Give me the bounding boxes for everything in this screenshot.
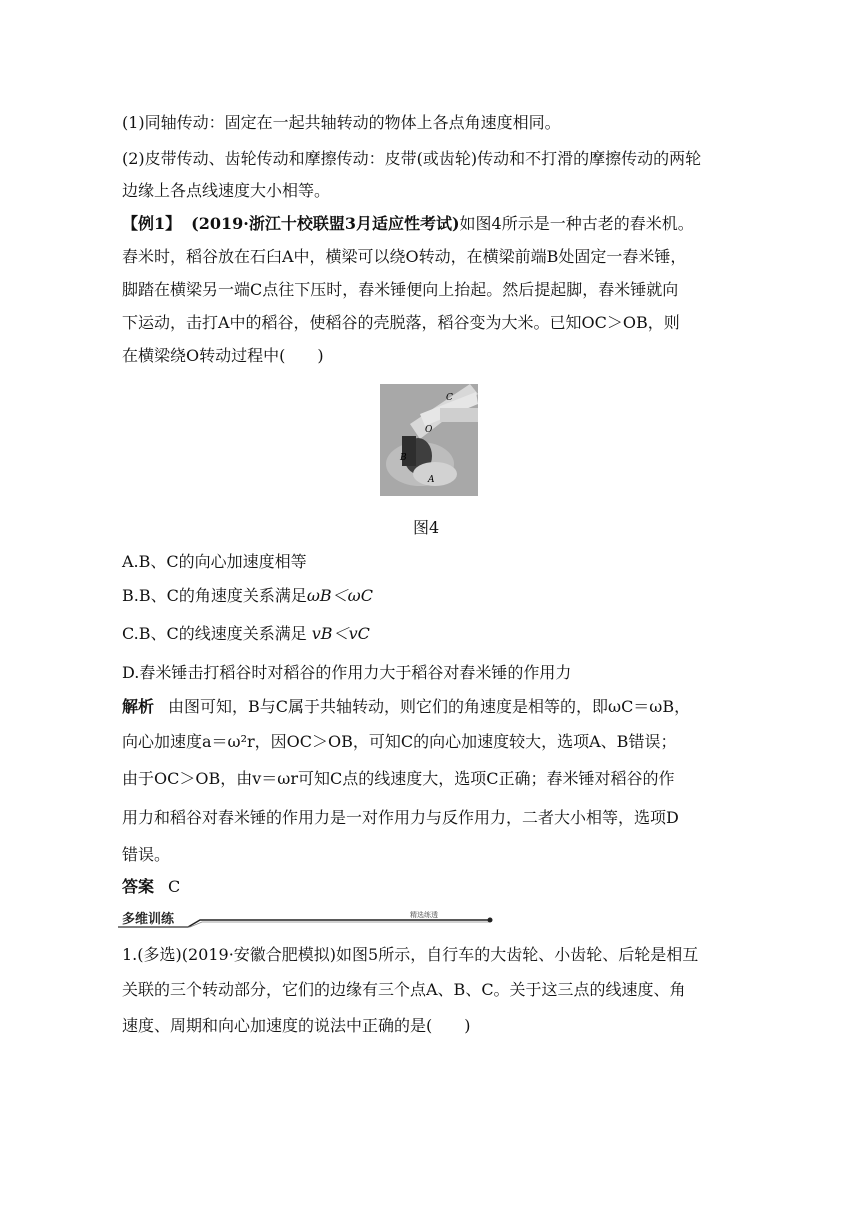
answer-label: 答案 bbox=[122, 877, 155, 896]
option-b bbox=[122, 585, 742, 607]
example-line2: 舂米时，稻谷放在石臼A中，横梁可以绕O转动，在横梁前端B处固定一舂米锤， bbox=[122, 247, 687, 266]
analysis-line3: 由于OC＞OB，由v＝ωr可知C点的线速度大，选项C正确；舂米锤对稻谷的作 bbox=[122, 769, 675, 788]
option-c-formula: vB＜vC bbox=[311, 624, 370, 643]
option-d: D.舂米锤击打稻谷时对稻谷的作用力大于稻谷对舂米锤的作用力 bbox=[122, 663, 572, 682]
option-c-text: C.B、C的线速度关系满足 bbox=[122, 624, 307, 643]
analysis-line1 bbox=[122, 696, 742, 718]
answer-line bbox=[122, 876, 742, 898]
example-line3: 脚踏在横梁另一端C点往下压时，舂米锤便向上抬起。然后提起脚，舂米锤就向 bbox=[122, 280, 679, 299]
analysis-text1: 由图可知，B与C属于共轴转动，则它们的角速度是相等的，即ωC＝ωB， bbox=[168, 697, 691, 716]
paragraph-belt-line1: (2)皮带传动、齿轮传动和摩擦传动：皮带(或齿轮)传动和不打滑的摩擦传动的两轮 bbox=[122, 149, 702, 168]
figure-caption: 图4 bbox=[413, 518, 440, 537]
paragraph-belt-line2: 边缘上各点线速度大小相等。 bbox=[122, 181, 331, 200]
analysis-line4: 用力和稻谷对舂米锤的作用力是一对作用力与反作用力，二者大小相等，选项D bbox=[122, 808, 679, 827]
question1-line3: 速度、周期和向心加速度的说法中正确的是( ) bbox=[122, 1016, 471, 1035]
figure-label-a: A bbox=[428, 475, 435, 485]
question1-line1: 1.(多选)(2019·安徽合肥模拟)如图5所示，自行车的大齿轮、小齿轮、后轮是相互 bbox=[122, 945, 699, 964]
banner-title: 多维训练 bbox=[122, 912, 175, 927]
analysis-label: 解析 bbox=[122, 697, 155, 716]
figure-label-b: B bbox=[400, 453, 407, 463]
option-b-formula: ωB＜ωC bbox=[306, 586, 373, 605]
banner-subtitle: 精选练透 bbox=[410, 911, 438, 919]
example-line5: 在横梁绕O转动过程中( ) bbox=[122, 346, 324, 365]
rice-pounder-drawing bbox=[380, 384, 478, 496]
rice-pounder-photo bbox=[380, 384, 478, 496]
option-c bbox=[122, 623, 742, 645]
example-line4: 下运动，击打A中的稻谷，使稻谷的壳脱落，稻谷变为大米。已知OC＞OB，则 bbox=[122, 313, 680, 332]
example-tag: 【例1】 bbox=[122, 214, 182, 233]
option-b-text: B.B、C的角速度关系满足 bbox=[122, 586, 307, 605]
option-a: A.B、C的向心加速度相等 bbox=[122, 552, 307, 571]
example-line1 bbox=[122, 213, 742, 235]
section-banner bbox=[118, 906, 498, 928]
banner-decoration bbox=[118, 906, 498, 928]
analysis-line5: 错误。 bbox=[122, 845, 171, 864]
answer-value: C bbox=[168, 877, 181, 896]
paragraph-coaxial: (1)同轴传动：固定在一起共轴转动的物体上各点角速度相同。 bbox=[122, 113, 561, 132]
example-text: 如图4所示是一种古老的舂米机。 bbox=[459, 214, 694, 233]
figure-label-c: C bbox=[446, 393, 453, 403]
question1-line2: 关联的三个转动部分，它们的边缘有三个点A、B、C。关于这三点的线速度、角 bbox=[122, 980, 686, 999]
figure-label-o: O bbox=[425, 425, 433, 435]
example-source: (2019·浙江十校联盟3月适应性考试) bbox=[191, 214, 460, 233]
analysis-line2: 向心加速度a＝ω²r，因OC＞OB，可知C的向心加速度较大，选项A、B错误； bbox=[122, 732, 677, 751]
